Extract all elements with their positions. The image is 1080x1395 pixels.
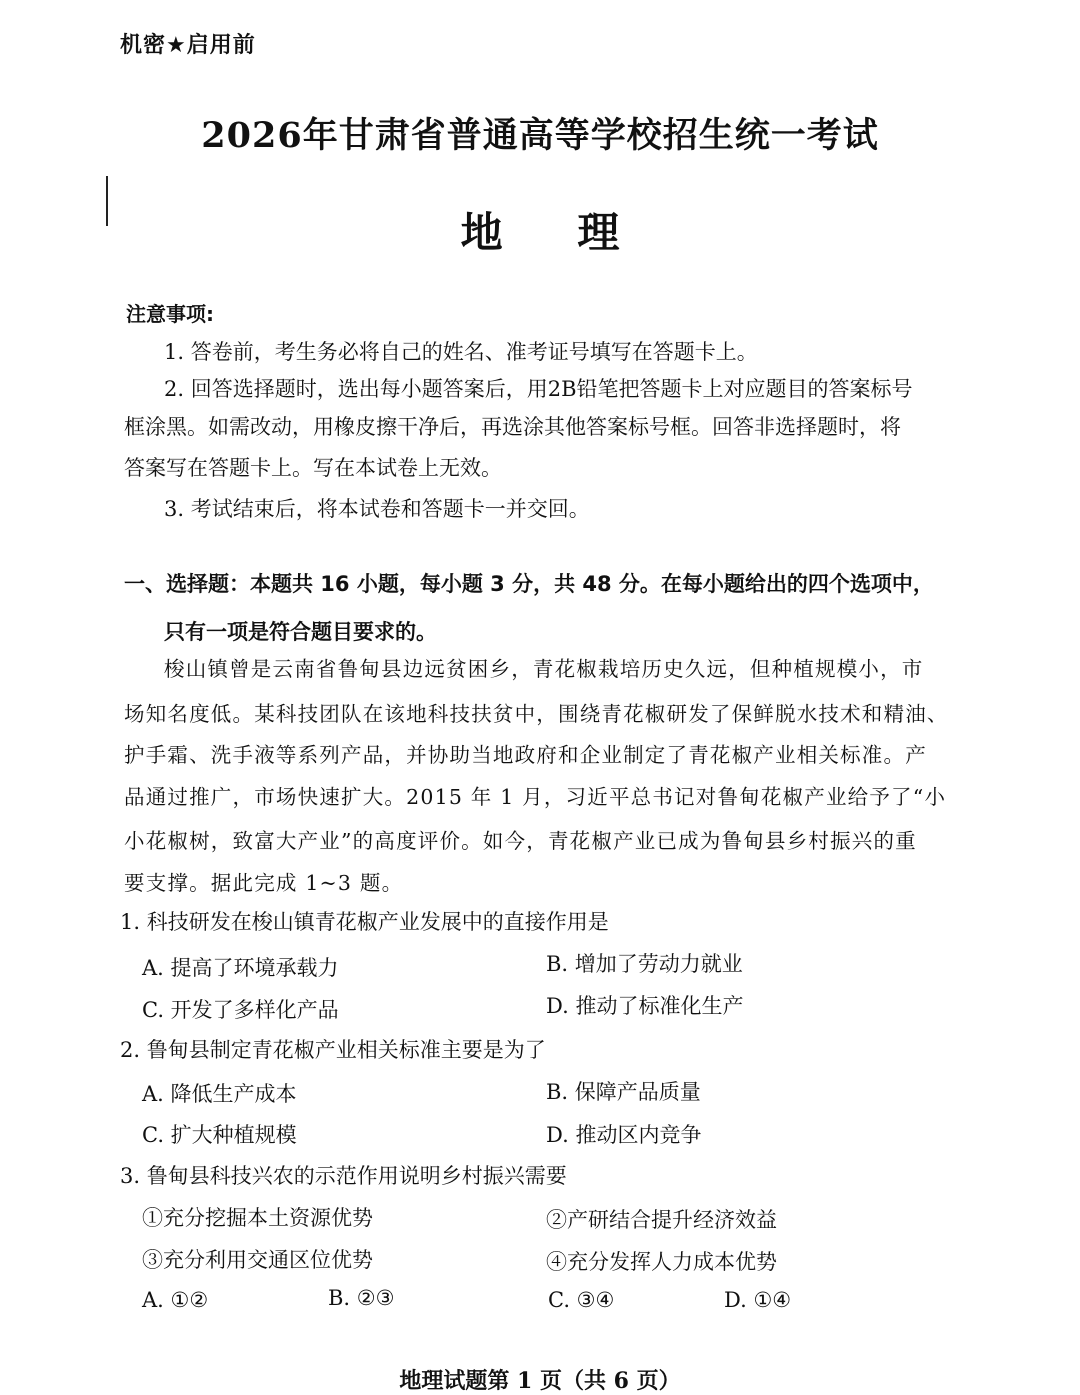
section-heading: 一、选择题：本题共 16 小题，每小题 3 分，共 48 分。在每小题给出的四个选项中， xyxy=(124,572,934,596)
exam-title: 2026年甘肃省普通高等学校招生统一考试 xyxy=(201,115,879,156)
option-d: D. 推动区内竞争 xyxy=(546,1123,702,1147)
passage-line: 梭山镇曾是云南省鲁甸县边远贫困乡，青花椒栽培历史久远，但种植规模小，市 xyxy=(164,657,924,681)
option-c: C. ③④ xyxy=(548,1288,615,1312)
notice-line: 1. 答卷前，考生务必将自己的姓名、准考证号填写在答题卡上。 xyxy=(164,340,758,364)
option-a: A. 提高了环境承载力 xyxy=(142,956,339,980)
option-b: B. 增加了劳动力就业 xyxy=(546,952,743,976)
question-stem: 3. 鲁甸县科技兴农的示范作用说明乡村振兴需要 xyxy=(120,1164,567,1188)
page-footer: 地理试题第 1 页（共 6 页） xyxy=(399,1368,681,1394)
option-c: C. 开发了多样化产品 xyxy=(142,998,339,1022)
notice-heading: 注意事项: xyxy=(126,302,214,326)
option-a: A. ①② xyxy=(142,1288,209,1312)
statement-1: ①充分挖掘本土资源优势 xyxy=(142,1206,373,1230)
passage-line: 要支撑。据此完成 1~3 题。 xyxy=(124,871,404,895)
passage-line: 场知名度低。某科技团队在该地科技扶贫中，围绕青花椒研发了保鲜脱水技术和精油、 xyxy=(124,702,949,726)
statement-4: ④充分发挥人力成本优势 xyxy=(546,1250,777,1274)
passage-line: 小花椒树，致富大产业”的高度评价。如今，青花椒产业已成为鲁甸县乡村振兴的重 xyxy=(124,829,917,853)
notice-line: 答案写在答题卡上。写在本试卷上无效。 xyxy=(124,456,502,480)
notice-line: 2. 回答选择题时，选出每小题答案后，用2B铅笔把答题卡上对应题目的答案标号 xyxy=(164,377,913,401)
option-c: C. 扩大种植规模 xyxy=(142,1123,297,1147)
statement-2: ②产研结合提升经济效益 xyxy=(546,1208,777,1232)
section-heading-cont: 只有一项是符合题目要求的。 xyxy=(164,620,437,644)
question-stem: 2. 鲁甸县制定青花椒产业相关标准主要是为了 xyxy=(120,1038,546,1062)
question-stem: 1. 科技研发在梭山镇青花椒产业发展中的直接作用是 xyxy=(120,910,609,934)
passage-line: 护手霜、洗手液等系列产品，并协助当地政府和企业制定了青花椒产业相关标准。产 xyxy=(124,743,927,767)
notice-line: 框涂黑。如需改动，用橡皮擦干净后，再选涂其他答案标号框。回答非选择题时，将 xyxy=(124,415,901,439)
option-b: B. 保障产品质量 xyxy=(546,1080,701,1104)
option-d: D. 推动了标准化生产 xyxy=(546,994,744,1018)
confidential-label: 机密★启用前 xyxy=(120,33,256,58)
option-d: D. ①④ xyxy=(724,1288,792,1312)
statement-3: ③充分利用交通区位优势 xyxy=(142,1248,373,1272)
notice-line: 3. 考试结束后，将本试卷和答题卡一并交回。 xyxy=(164,497,590,521)
subject-char-1: 地 xyxy=(460,208,503,257)
passage-line: 品通过推广，市场快速扩大。2015 年 1 月，习近平总书记对鲁甸花椒产业给予了“小 xyxy=(124,785,947,809)
option-b: B. ②③ xyxy=(328,1286,395,1310)
subject-char-2: 理 xyxy=(577,208,620,257)
subject-title xyxy=(0,200,1080,260)
option-a: A. 降低生产成本 xyxy=(142,1082,297,1106)
